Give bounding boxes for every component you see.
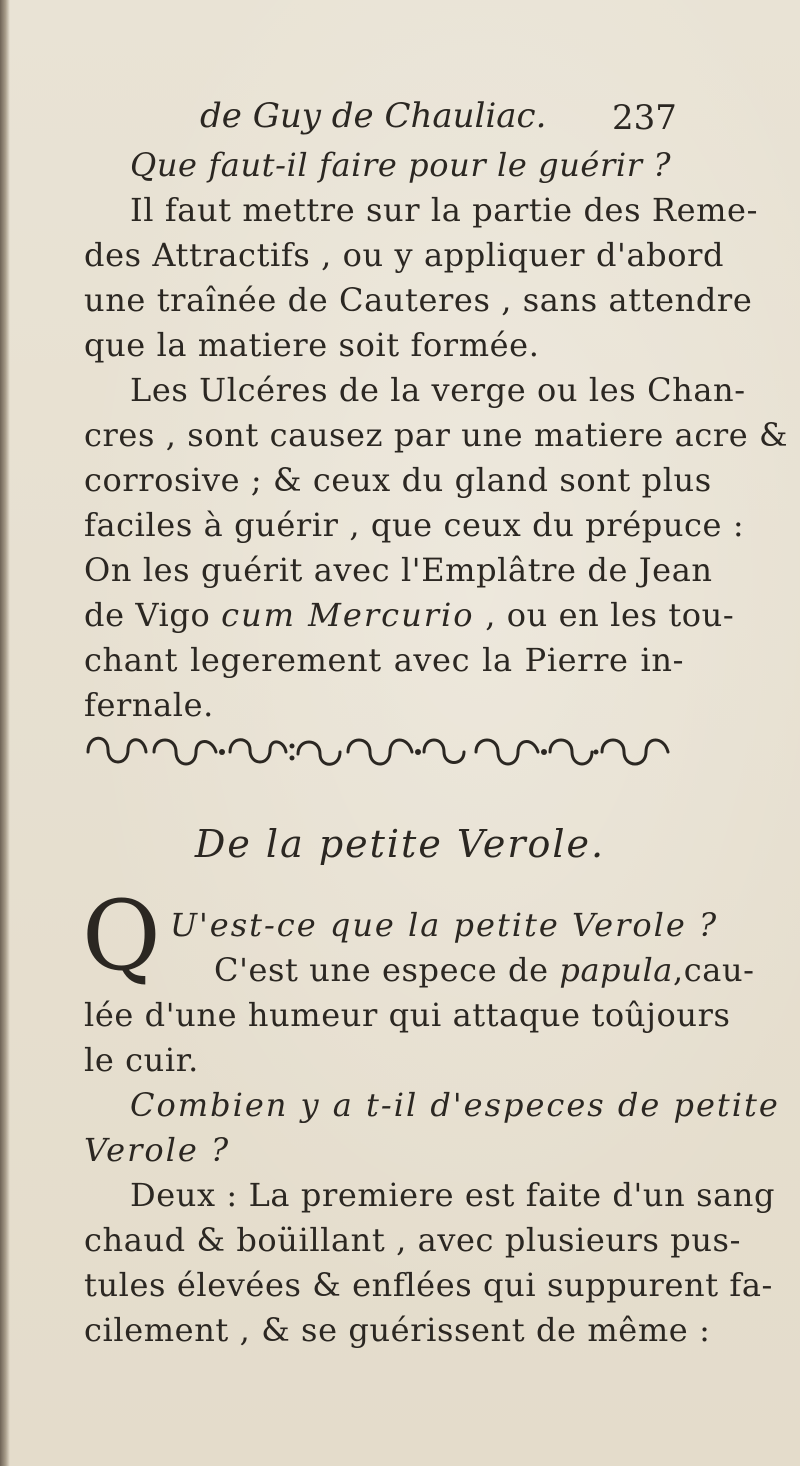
answer-line [214, 950, 755, 990]
text-fragment: de Vigo [84, 596, 222, 634]
text-line: chaud & boüillant , avec plusieurs pus- [84, 1221, 741, 1259]
page-binding-edge [0, 0, 10, 1466]
section-title: De la petite Verole. [194, 822, 606, 866]
text-line: Il faut mettre sur la partie des Reme- [130, 191, 759, 229]
question-line: Combien y a t-il d'especes de petite [130, 1086, 780, 1124]
question-line: Que faut-il faire pour le guérir ? [130, 146, 672, 184]
decorative-fleuron-band [84, 722, 684, 782]
text-line: Deux : La premiere est faite d'un sang [130, 1176, 776, 1214]
text-line: corrosive ; & ceux du gland sont plus [84, 461, 712, 499]
latin-phrase: cum Mercurio [221, 596, 475, 634]
text-line: cilement , & se guérissent de même : [84, 1311, 711, 1349]
text-line: On les guérit avec l'Emplâtre de Jean [84, 551, 713, 589]
question-line: Verole ? [84, 1131, 231, 1169]
text-fragment: , ou en les tou- [474, 596, 735, 634]
text-line: une traînée de Cauteres , sans attendre [84, 281, 753, 319]
text-fragment: C'est une espece de [214, 951, 560, 989]
text-line: lée d'une humeur qui attaque toûjours [84, 996, 731, 1034]
text-line: faciles à guérir , que ceux du prépuce : [84, 506, 745, 544]
text-fragment: ,cau- [672, 951, 755, 989]
text-line: Les Ulcéres de la verge ou les Chan- [130, 371, 746, 409]
text-line: des Attractifs , ou y appliquer d'abord [84, 236, 725, 274]
text-line: tules élevées & enflées qui suppurent fa- [84, 1266, 773, 1304]
text-line [84, 595, 735, 635]
page-number: 237 [612, 98, 677, 138]
running-title: de Guy de Chauliac. [200, 96, 547, 136]
text-line: que la matiere soit formée. [84, 326, 540, 364]
latin-word: papula [559, 951, 673, 989]
question-line: U'est-ce que la petite Verole ? [170, 906, 719, 944]
drop-capital: Q [82, 880, 161, 992]
text-line: le cuir. [84, 1041, 199, 1079]
text-line: cres , sont causez par une matiere acre & [84, 416, 789, 454]
text-line: fernale. [84, 686, 214, 724]
text-line: chant legerement avec la Pierre in- [84, 641, 684, 679]
